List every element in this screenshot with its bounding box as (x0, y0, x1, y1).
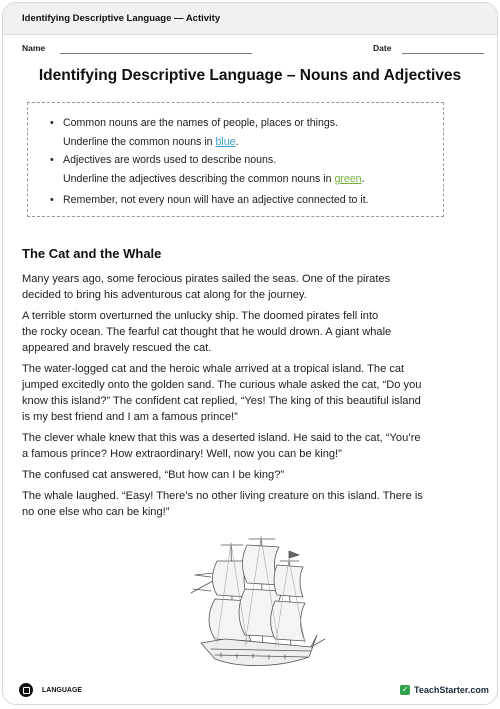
story-line: Many years ago, some ferocious pirates sailed the seas. One of the pirates (22, 273, 391, 285)
instruction-box (27, 102, 444, 217)
subject-label: LANGUAGE (42, 687, 83, 694)
story-paragraph (22, 467, 478, 483)
story-line: appeared and bravely rescued the cat. (22, 342, 212, 354)
green-keyword: green (334, 173, 362, 185)
check-icon: ✓ (401, 685, 409, 694)
date-label: Date (373, 43, 392, 53)
language-subject-icon (19, 683, 33, 697)
instruction-line: Adjectives are words used to describe nouns. (63, 154, 277, 166)
pirate-ship-illustration (181, 531, 331, 681)
blue-keyword: blue (215, 136, 236, 148)
bullet: • (50, 117, 54, 129)
story-line: no one else who can be king!” (22, 506, 170, 518)
date-field[interactable] (402, 53, 484, 54)
story-line: A terrible storm overturned the unlucky ship. The doomed pirates fell into (22, 310, 379, 322)
bullet: • (50, 154, 54, 166)
page-title: Identifying Descriptive Language – Nouns and Adjectives (38, 67, 462, 84)
name-field[interactable] (60, 53, 252, 54)
story-line: The clever whale knew that this was a deserted island. He said to the cat, “You’re (22, 432, 421, 444)
story-paragraph (22, 361, 478, 425)
story-line: jumped excitedly onto the golden sand. The curious whale asked the cat, “Do you (22, 379, 422, 391)
bullet: • (50, 194, 54, 206)
instruction-line: Remember, not every noun will have an adjective connected to it. (63, 194, 369, 206)
story-paragraph (22, 430, 478, 462)
story-line: the rocky ocean. The fearful cat thought that he would drown. A giant whale (22, 326, 392, 338)
story-paragraph (22, 271, 478, 303)
teachstarter-logo (400, 685, 489, 695)
story-title: The Cat and the Whale (22, 246, 162, 261)
name-label: Name (22, 43, 46, 53)
instruction-line: Common nouns are the names of people, places or things. (63, 117, 339, 129)
story-paragraph (22, 308, 478, 356)
instruction-line: Underline the common nouns in blue. (63, 136, 239, 148)
story-line: The water-logged cat and the heroic whale arrived at a tropical island. The cat (22, 363, 405, 375)
banner-title: Identifying Descriptive Language — Activity (22, 13, 221, 24)
brand-name: TeachStarter.com (414, 685, 489, 695)
top-banner (3, 3, 497, 35)
story-line: a famous prince? How extraordinary! Well, now you can be king!” (22, 448, 342, 460)
story-line: The confused cat answered, “But how can I be king?” (22, 469, 285, 481)
name-date-fields (22, 43, 478, 57)
story-paragraph (22, 488, 478, 520)
story-line: The whale laughed. “Easy! There’s no other living creature on this island. There is (22, 490, 423, 502)
instruction-line: Underline the adjectives describing the common nouns in green. (63, 173, 365, 185)
story-line: is my best friend and I am a famous prince!” (22, 411, 238, 423)
worksheet-page (2, 2, 498, 705)
story-line: decided to bring his adventurous cat along for the journey. (22, 289, 307, 301)
story-line: know this island?” The confident cat replied, “Yes! The king of this beautiful island (22, 395, 421, 407)
